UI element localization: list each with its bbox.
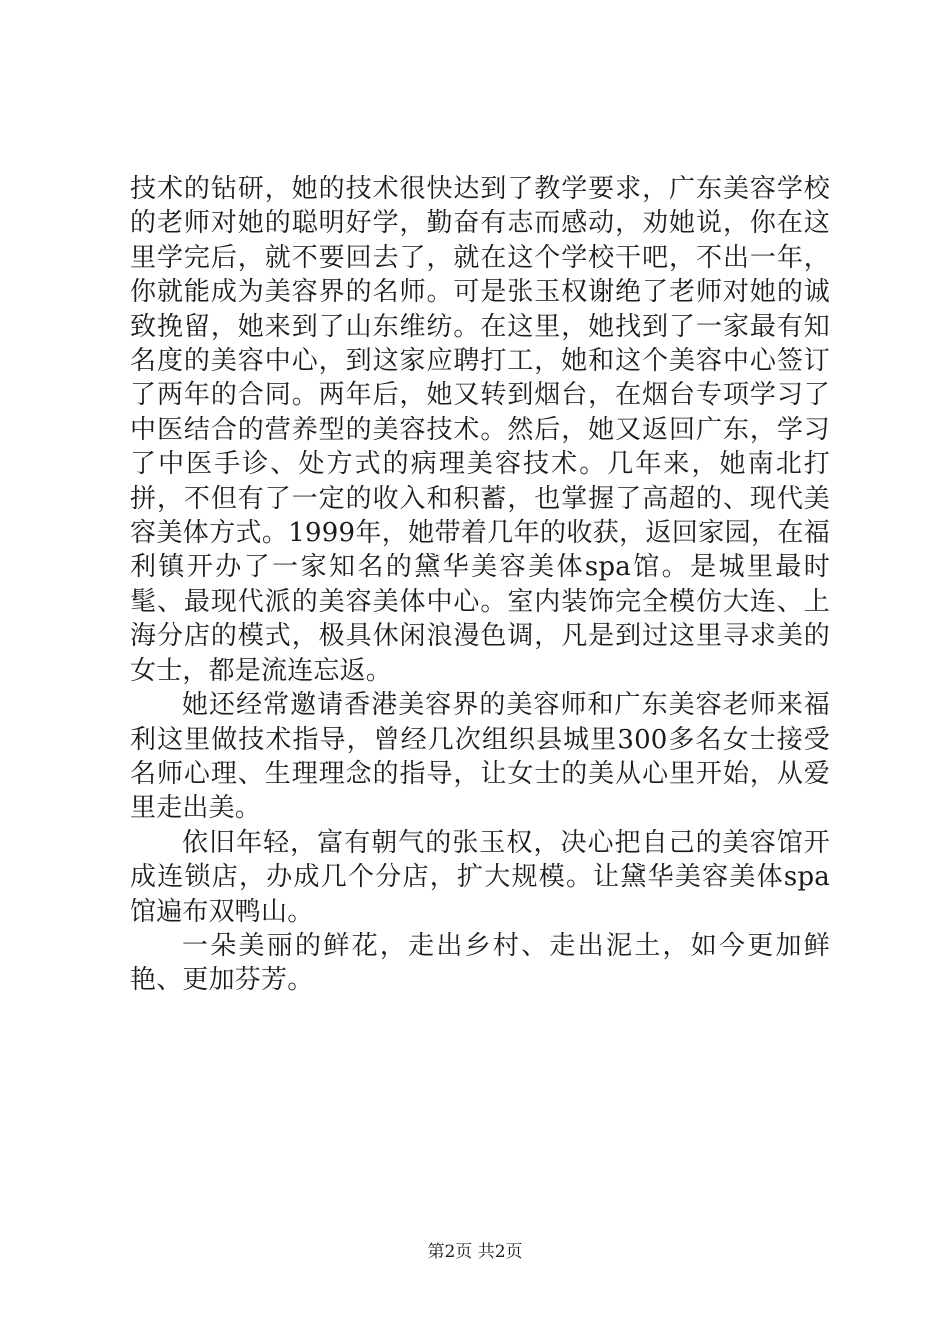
paragraph-4: 一朵美丽的鲜花，走出乡村、走出泥土，如今更加鲜艳、更加芬芳。 [130, 930, 830, 996]
paragraph-3: 依旧年轻，富有朝气的张玉权，决心把自己的美容馆开成连锁店，办成几个分店，扩大规模。让黛华美容美体spa馆遍布双鸭山。 [130, 827, 830, 927]
paragraph-2: 她还经常邀请香港美容界的美容师和广东美容老师来福利这里做技术指导，曾经几次组织县城里300多名女士接受名师心理、生理理念的指导，让女士的美从心里开始，从爱里走出美。 [130, 690, 830, 824]
paragraph-1: 技术的钻研，她的技术很快达到了教学要求，广东美容学校的老师对她的聪明好学，勤奋有志而感动，劝她说，你在这里学完后，就不要回去了，就在这个学校干吧，不出一年，你就能成为美容界的名师。可是张玉权谢绝了老师对她的诚致挽留，她来到了山东维纺。在这里，她找到了一家最有知名度的美容中心，到这家应聘打工，她和这个美容中心签订了两年的合同。两年后，她又转到烟台，在烟台专项学习了中医结合的营养型的美容技术。然后，她又返回广东，学习了中医手诊、处方式的病理美容技术。几年来，她南北打拼，不但有了一定的收入和积蓄，也掌握了高超的、现代美容美体方式。1999年，她带着几年的收获，返回家园，在福利镇开办了一家知名的黛华美容美体spa馆。是城里最时髦、最现代派的美容美体中心。室内装饰完全模仿大连、上海分店的模式，极具休闲浪漫色调，凡是到过这里寻求美的女士，都是流连忘返。 [130, 174, 830, 686]
page-footer: 第2页 共2页 [427, 1242, 523, 1262]
document-body [130, 172, 830, 998]
